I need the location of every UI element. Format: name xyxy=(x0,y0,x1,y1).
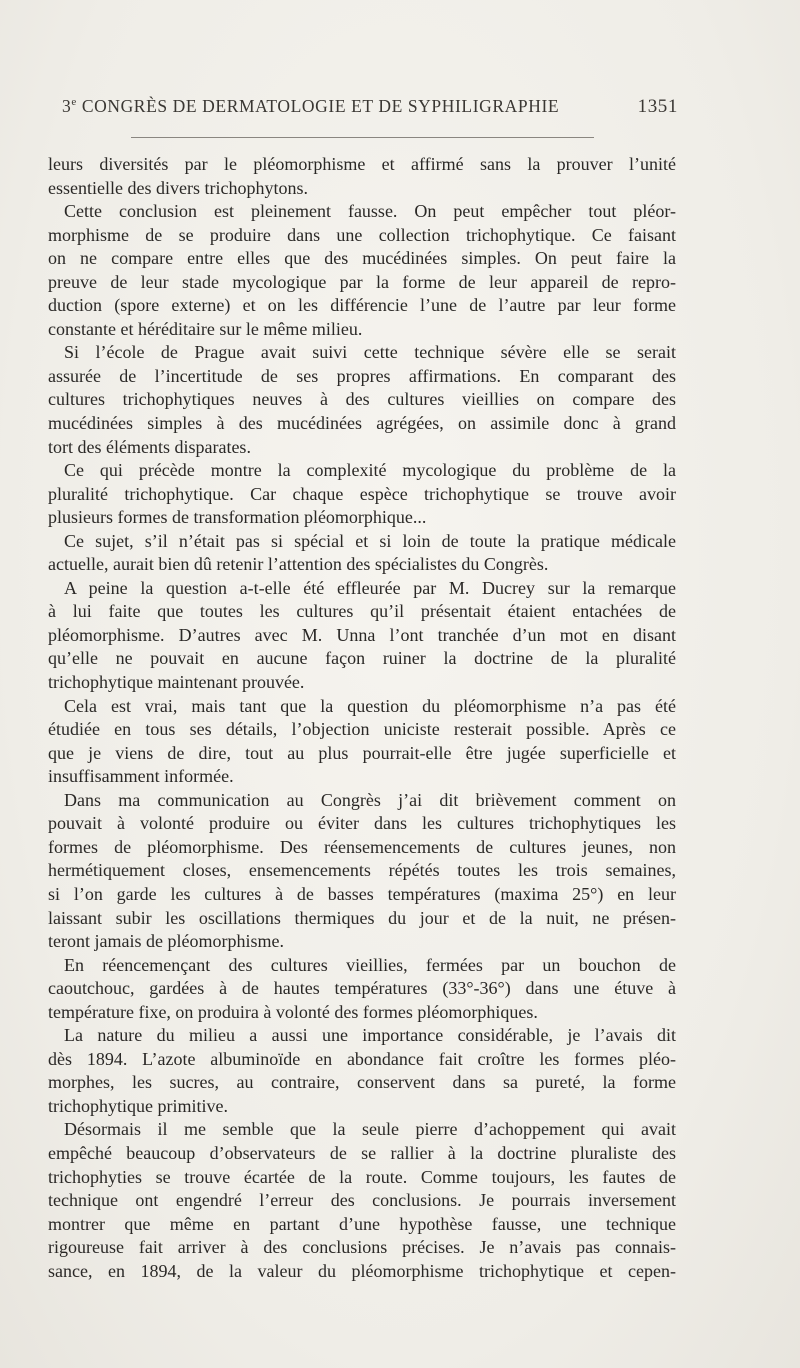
text-line: Cela est vrai, mais tant que la question du pléomorphisme n’a pas été xyxy=(64,695,676,716)
congress-title: CONGRÈS DE DERMATOLOGIE ET DE SYPHILIGRAPHIE xyxy=(76,96,560,116)
ordinal-superscript: e xyxy=(71,96,77,109)
text-line: étudiée en tous ses détails, l’objection uniciste resterait possible. Après ce xyxy=(48,719,676,740)
text-line: formes de pléomorphisme. Des réensemencements de cultures jeunes, non xyxy=(48,836,676,857)
text-line: En réencemençant des cultures vieillies, fermées par un bouchon de xyxy=(64,954,676,975)
text-line: essentielle des divers trichophytons. xyxy=(48,177,308,198)
text-line: à lui faite que toutes les cultures qu’il présentait étaient entachées de xyxy=(48,601,676,622)
text-line: Ce qui précède montre la complexité mycologique du problème de la xyxy=(64,460,676,481)
text-line: empêché beaucoup d’observateurs de se rallier à la doctrine pluraliste des xyxy=(48,1142,676,1163)
text-line: on ne compare entre elles que des mucédinées simples. On peut faire la xyxy=(48,248,676,269)
text-line: plusieurs formes de transformation pléomorphique... xyxy=(48,507,427,528)
text-line: que je viens de dire, tout au plus pourrait-elle être jugée superficielle et xyxy=(48,742,676,763)
text-line: Ce sujet, s’il n’était pas si spécial et si loin de toute la pratique médicale xyxy=(64,530,676,551)
text-line: actuelle, aurait bien dû retenir l’attention des spécialistes du Congrès. xyxy=(48,554,549,575)
text-line: tort des éléments disparates. xyxy=(48,436,251,457)
text-line: trichophyties se trouve écartée de la route. Comme toujours, les fautes de xyxy=(48,1166,676,1187)
text-line: assurée de l’incertitude de ses propres affirmations. En comparant des xyxy=(48,365,676,386)
text-line: technique ont engendré l’erreur des conclusions. Je pourrais inversement xyxy=(48,1190,676,1211)
text-line: Désormais il me semble que la seule pierre d’achoppement qui avait xyxy=(64,1119,676,1140)
page-number: 1351 xyxy=(637,96,678,117)
text-line: dès 1894. L’azote albuminoïde en abondance fait croître les formes pléo- xyxy=(48,1048,676,1069)
text-line: teront jamais de pléomorphisme. xyxy=(48,931,284,952)
header-rule xyxy=(131,137,594,138)
text-line: laissant subir les oscillations thermiques du jour et de la nuit, ne présen- xyxy=(48,907,676,928)
text-line: trichophytique primitive. xyxy=(48,1095,228,1116)
text-line: Cette conclusion est pleinement fausse. On peut empêcher tout pléor- xyxy=(64,201,676,222)
text-line: pluralité trichophytique. Car chaque espèce trichophytique se trouve avoir xyxy=(48,483,676,504)
text-line: cultures trichophytiques neuves à des cultures vieillies on compare des xyxy=(48,389,676,410)
text-line: montrer que même en partant d’une hypothèse fausse, une technique xyxy=(48,1213,676,1234)
text-line: morphes, les sucres, au contraire, conservent dans sa pureté, la forme xyxy=(48,1072,676,1093)
text-line: Dans ma communication au Congrès j’ai dit brièvement comment on xyxy=(64,789,676,810)
text-line: insuffisamment informée. xyxy=(48,766,234,787)
text-line: si l’on garde les cultures à de basses températures (maxima 25°) en leur xyxy=(48,883,676,904)
text-line: Si l’école de Prague avait suivi cette technique sévère elle se serait xyxy=(64,342,676,363)
text-line: duction (spore externe) et on les différencie l’une de l’autre par leur forme xyxy=(48,295,676,316)
text-line: caoutchouc, gardées à de hautes températures (33°-36°) dans une étuve à xyxy=(48,978,676,999)
text-line: constante et héréditaire sur le même milieu. xyxy=(48,318,363,339)
body-text xyxy=(48,153,676,1283)
text-line: preuve de leur stade mycologique par la forme de leur appareil de repro- xyxy=(48,271,676,292)
text-line: qu’elle ne pouvait en aucune façon ruiner la doctrine de la pluralité xyxy=(48,648,676,669)
text-line: rigoureuse fait arriver à des conclusions précises. Je n’avais pas connais- xyxy=(48,1237,676,1258)
text-line: pouvait à volonté produire ou éviter dans les cultures trichophytiques les xyxy=(48,813,676,834)
text-line: mucédinées simples à des mucédinées agrégées, on assimile donc à grand xyxy=(48,413,676,434)
text-line: morphisme de se produire dans une collection trichophytique. Ce faisant xyxy=(48,224,676,245)
text-line: trichophytique maintenant prouvée. xyxy=(48,672,305,693)
text-line: pléomorphisme. D’autres avec M. Unna l’ont tranchée d’un mot en disant xyxy=(48,624,676,645)
text-line: leurs diversités par le pléomorphisme et affirmé sans la prouver l’unité xyxy=(48,154,676,174)
running-title xyxy=(62,96,559,117)
text-line: hermétiquement closes, ensemencements répétés toutes les trois semaines, xyxy=(48,860,676,881)
running-header xyxy=(62,96,678,126)
congress-ordinal: 3 xyxy=(62,96,72,116)
text-line: température fixe, on produira à volonté des formes pléomorphiques. xyxy=(48,1001,538,1022)
text-line: sance, en 1894, de la valeur du pléomorphisme trichophytique et cepen- xyxy=(48,1260,676,1281)
text-line: A peine la question a-t-elle été effleurée par M. Ducrey sur la remarque xyxy=(64,577,676,598)
text-line: La nature du milieu a aussi une importance considérable, je l’avais dit xyxy=(64,1025,676,1046)
